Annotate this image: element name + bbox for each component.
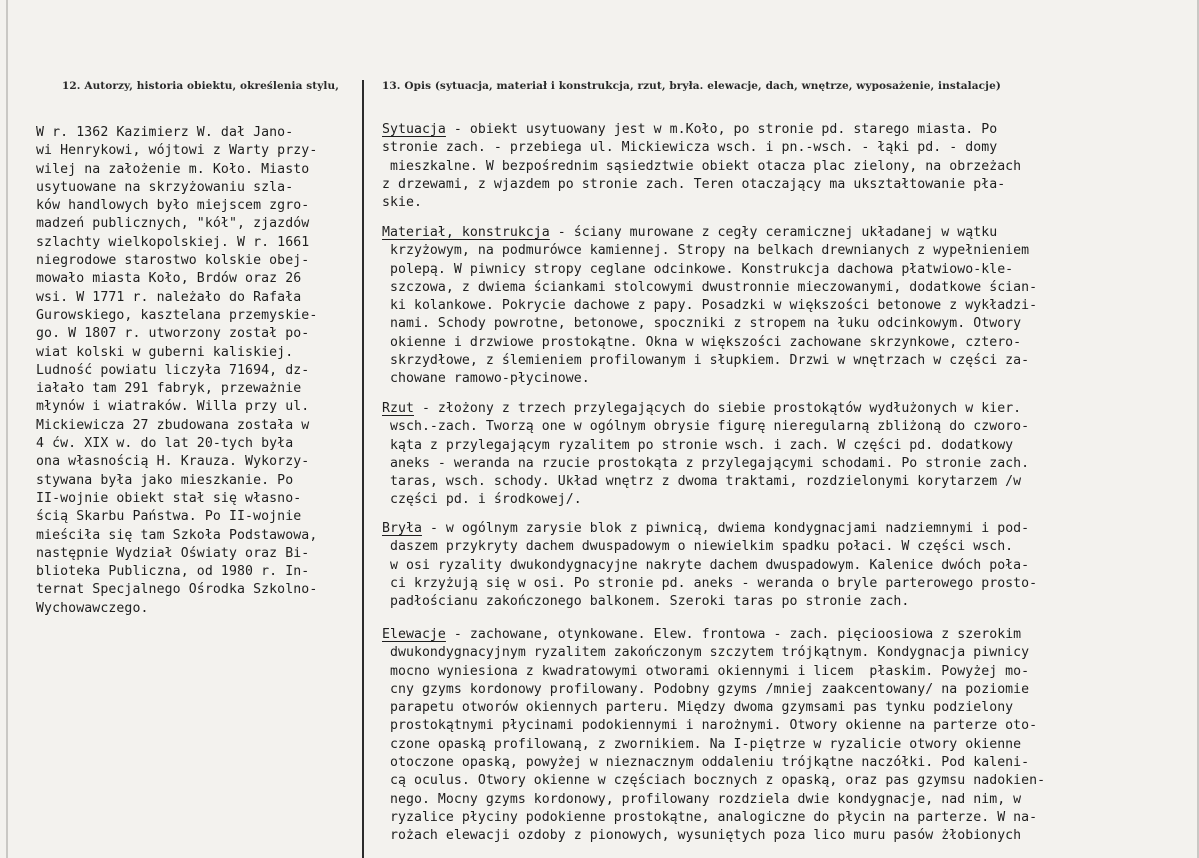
history-line: ona własnością H. Krauza. Wykorzy- xyxy=(36,454,310,470)
history-line: Ludność powiatu liczyła 71694, dz- xyxy=(36,362,310,378)
history-line: następnie Wydział Oświaty oraz Bi- xyxy=(36,545,310,561)
section-first-line: - zachowane, otynkowane. Elew. frontowa - zach. pięcioosiowa z szerokim xyxy=(445,627,1022,642)
history-line: młynów i wiatraków. Willa przy ul. xyxy=(36,399,310,415)
history-line: Wychowawczego. xyxy=(36,600,149,616)
section-body: dwukondygnacyjnym ryzalitem zakończonym szczytem trójkątnym. Kondygnacja piwnicy mocno wyniesiona z kwadratowymi otworami okiennymi i licem płaskim. Powyżej mo- cny gzyms kordonowy profilowany. Podobny gzyms /mniej zaakcentowany/ na poziomie parapetu otworów okiennych parteru. Między dwoma gzymsami pas tynku podzielony prostokątnymi płycinami podokiennymi i narożnymi. Otwory okienne na parterze oto- czone opaską profilowaną, z zwornikiem. Na I-piętrze w ryzalicie otwory okienne otoczone opaską, powyżej w nieznacznym oddaleniu trójkątne naczółki. Pod kaleni- cą oculus. Otwory okienne w częściach bocznych z opaską, oraz pas gzymsu nadokien- nego. Mocny gzyms kordonowy, profilowany rozdziela dwie kondygnacje, nad nim, w ryzalice płyciny podokienne prostokątne, analogiczne do płycin na parterze. W na- rożach elewacji ozdoby z pionowych, wysuniętych poza lico muru pasów żłobionych xyxy=(389,645,1046,844)
column-divider xyxy=(362,80,364,858)
section-first-line: - obiekt usytuowany jest w m.Koło, po stronie pd. starego miasta. Po xyxy=(445,122,998,137)
history-line: wi Henrykowi, wójtowi z Warty przy- xyxy=(36,143,318,159)
description-header: 13. Opis (sytuacja, materiał i konstrukcja, rzut, bryła. elewacje, dach, wnętrze, wyposażenie, instalacje) xyxy=(382,80,1001,92)
history-line: usytuowane na skrzyżowaniu szla- xyxy=(36,179,294,195)
history-line: blioteka Publiczna, od 1980 r. In- xyxy=(36,564,310,580)
section-rzut xyxy=(382,400,1197,510)
section-title: Rzut xyxy=(382,401,414,416)
history-line: szlachty wielkopolskiej. W r. 1661 xyxy=(36,234,310,250)
history-line: W r. 1362 Kazimierz W. dał Jano- xyxy=(36,125,294,140)
section-first-line: - złożony z trzech przylegających do siebie prostokątów wydłużonych w kier. xyxy=(413,401,1022,416)
section-first-line: - ściany murowane z cegły ceramicznej układanej w wątku xyxy=(549,225,998,240)
history-line: iałało tam 291 fabryk, przeważnie xyxy=(36,381,302,397)
history-line: stywana była jako mieszkanie. Po xyxy=(36,472,294,488)
history-line: wilej na założenie m. Koło. Miasto xyxy=(36,161,310,177)
history-line: Gurowskiego, kasztelana przemyskie- xyxy=(36,307,318,323)
history-line: ków handlowych było miejscem zgro- xyxy=(36,198,310,214)
section-body: daszem przykryty dachem dwuspadowym o niewielkim spadku połaci. W części wsch. w osi ryzality dwukondygnacyjne nakryte dachem dwuspadowym. Kalenice dwóch poła- ci krzyżują się w osi. Po stronie pd. aneks - weranda o bryle parterowego prosto- padłościanu zakończonego balkonem. Szeroki taras po stronie zach. xyxy=(389,539,1038,610)
history-line: wsi. W 1771 r. należało do Rafała xyxy=(36,289,302,305)
section-body: krzyżowym, na podmurówce kamiennej. Stropy na belkach drewnianych z wypełnieniem polepą. W piwnicy stropy ceglane odcinkowe. Konstrukcja dachowa płatwiowo-kle- szczowa, z dwiema ściankami stolcowymi dwustronnie mieczowanymi, dodatkowe ścian- ki kolankowe. Pokrycie dachowe z papy. Posadzki w większości betonowe z wykładzi- nami. Schody powrotne, betonowe, spoczniki z stropem na łuku odcinkowym. Otwory okienne i drzwiowe prostokątne. Okna w większości zachowane skrzynkowe, cztero- skrzydłowe, z ślemieniem profilowanym i słupkiem. Drzwi w wnętrzach w części za- chowane ramowo-płycinowe. xyxy=(389,243,1038,387)
history-line: niegrodowe starostwo kolskie obej- xyxy=(36,253,310,269)
history-line: 4 ćw. XIX w. do lat 20-tych była xyxy=(36,436,294,452)
section-title: Elewacje xyxy=(382,627,446,642)
history-line: go. W 1807 r. utworzony został po- xyxy=(36,326,310,342)
history-line: mowało miasta Koło, Brdów oraz 26 xyxy=(36,271,302,287)
section-title: Sytuacja xyxy=(382,122,446,137)
section-body: stronie zach. - przebiega ul. Mickiewicza wsch. i pn.-wsch. - łąki pd. - domy mieszkalne. W bezpośrednim sąsiedztwie obiekt otacza plac zielony, na obrzeżach z drzewami, z wjazdem po stronie zach. Teren otaczający ma ukształtowanie pła- skie. xyxy=(382,140,1022,211)
section-bryla xyxy=(382,520,1197,611)
history-line: Mickiewicza 27 zbudowana została w xyxy=(36,417,310,433)
history-line: madzeń publicznych, "kół", zjazdów xyxy=(36,216,310,232)
section-title: Materiał, konstrukcja xyxy=(382,225,550,240)
history-line: wiat kolski w guberni kaliskiej. xyxy=(36,344,294,360)
left-edge xyxy=(6,0,8,858)
history-header: 12. Autorzy, historia obiektu, określenia stylu, xyxy=(62,80,340,92)
section-body: wsch.-zach. Tworzą one w ogólnym obrysie figurę nieregularną zbliżoną do czworo- kąta z przylegającym ryzalitem po stronie wsch. i zach. W części pd. dodatkowy aneks - weranda na rzucie prostokąta z przylegającymi schodami. Po stronie zach. taras, wsch. schody. Układ wnętrz z dwoma traktami, rozdzielonymi korytarzem /w części pd. i środkowej/. xyxy=(389,419,1030,508)
section-material xyxy=(382,224,1197,389)
section-elewacje xyxy=(382,626,1197,846)
history-line: mieściła się tam Szkoła Podstawowa, xyxy=(36,527,318,543)
section-first-line: - w ogólnym zarysie blok z piwnicą, dwiema kondygnacjami nadziemnymi i pod- xyxy=(421,521,1030,536)
section-sytuacja xyxy=(382,121,1197,212)
history-line: ternat Specjalnego Ośrodka Szkolno- xyxy=(36,582,318,598)
history-line: II-wojnie obiekt stał się własno- xyxy=(36,490,302,506)
history-line: ścią Skarbu Państwa. Po II-wojnie xyxy=(36,509,302,525)
section-title: Bryła xyxy=(382,521,422,536)
history-text xyxy=(36,124,358,618)
